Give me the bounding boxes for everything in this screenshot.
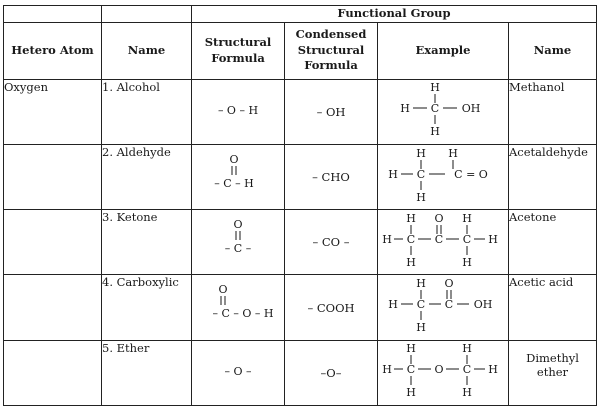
svg-text:C: C — [416, 298, 425, 312]
hetero-atom-cell — [4, 275, 102, 340]
table-row — [4, 210, 597, 275]
ketone-structural-formula — [193, 216, 283, 266]
svg-text:C: C — [434, 232, 443, 246]
svg-text:C: C — [406, 363, 415, 377]
carboxylic-structural-formula — [193, 281, 283, 331]
svg-text:– C – H: – C – H — [214, 176, 254, 190]
example-name-cell: Acetaldehyde — [509, 145, 597, 210]
svg-text:H: H — [461, 211, 472, 225]
svg-text:H: H — [430, 125, 440, 139]
svg-text:H: H — [461, 255, 472, 269]
ether-structural-formula — [193, 351, 283, 391]
example-cell — [378, 340, 509, 405]
svg-text:H: H — [381, 232, 392, 246]
example-name-cell: Methanol — [509, 79, 597, 144]
group-name-cell: 5. Ether — [102, 340, 192, 405]
condensed-formula-cell: – COOH — [285, 275, 378, 340]
svg-text:H: H — [447, 146, 458, 160]
svg-text:O: O — [229, 152, 239, 166]
example-name-cell: Dimethyl ether — [509, 340, 597, 405]
svg-text:C: C — [462, 363, 471, 377]
acetic-acid-structure — [381, 276, 506, 336]
table-row — [4, 275, 597, 340]
svg-text:C: C — [416, 167, 425, 181]
svg-text:H: H — [487, 363, 498, 377]
svg-text:H: H — [461, 386, 472, 400]
hetero-atom-cell — [4, 210, 102, 275]
aldehyde-structural-formula — [193, 151, 283, 201]
acetaldehyde-structure — [381, 146, 506, 206]
example-name-cell: Acetic acid — [509, 275, 597, 340]
acetone-structure — [381, 211, 506, 271]
structural-formula-cell — [192, 79, 285, 144]
table-title: Functional Group — [192, 6, 597, 23]
svg-text:C = O: C = O — [453, 167, 488, 181]
svg-text:O: O — [443, 277, 454, 291]
svg-text:H: H — [415, 321, 426, 335]
alcohol-structural-formula — [193, 90, 283, 130]
svg-text:H: H — [387, 167, 398, 181]
svg-text:H: H — [487, 232, 498, 246]
svg-text:H: H — [405, 211, 416, 225]
svg-text:O: O — [433, 363, 444, 377]
group-name-cell: 3. Ketone — [102, 210, 192, 275]
example-cell — [378, 145, 509, 210]
condensed-formula-cell: – OH — [285, 79, 378, 144]
svg-text:OH: OH — [473, 298, 492, 312]
svg-text:O: O — [233, 217, 243, 231]
svg-text:C: C — [462, 232, 471, 246]
svg-text:– C – O – H: – C – O – H — [212, 307, 274, 321]
svg-text:H: H — [461, 342, 472, 356]
structural-formula-cell — [192, 145, 285, 210]
hetero-atom-cell — [4, 145, 102, 210]
header-structural-formula: Structural Formula — [192, 22, 285, 79]
svg-text:H: H — [415, 277, 426, 291]
svg-text:H: H — [381, 363, 392, 377]
svg-text:H: H — [405, 255, 416, 269]
group-name-cell: 4. Carboxylic — [102, 275, 192, 340]
structural-formula-cell — [192, 340, 285, 405]
svg-text:OH: OH — [461, 102, 481, 116]
example-cell — [378, 79, 509, 144]
header-example-name: Name — [509, 22, 597, 79]
header-condensed-formula: Condensed Structural Formula — [285, 22, 378, 79]
svg-text:C: C — [406, 232, 415, 246]
structural-formula-cell — [192, 275, 285, 340]
svg-text:H: H — [415, 190, 426, 204]
svg-text:H: H — [405, 342, 416, 356]
group-name-cell: 2. Aldehyde — [102, 145, 192, 210]
svg-text:H: H — [405, 386, 416, 400]
svg-text:C: C — [430, 102, 440, 116]
svg-text:C: C — [444, 298, 453, 312]
dimethyl-ether-structure — [381, 341, 506, 401]
svg-text:H: H — [415, 146, 426, 160]
svg-text:H: H — [400, 102, 410, 116]
svg-text:H: H — [430, 81, 440, 95]
functional-group-table — [3, 5, 597, 406]
example-name-cell: Acetone — [509, 210, 597, 275]
table-row — [4, 79, 597, 144]
structural-formula-cell — [192, 210, 285, 275]
header-name: Name — [102, 22, 192, 79]
condensed-formula-cell: – CHO — [285, 145, 378, 210]
methanol-structure — [383, 80, 503, 140]
table-row — [4, 340, 597, 405]
header-example: Example — [378, 22, 509, 79]
table-row — [4, 145, 597, 210]
condensed-formula-cell: –O– — [285, 340, 378, 405]
hetero-atom-cell: Oxygen — [4, 79, 102, 144]
example-cell — [378, 275, 509, 340]
example-cell — [378, 210, 509, 275]
hetero-atom-cell — [4, 340, 102, 405]
svg-text:O: O — [218, 283, 228, 297]
condensed-formula-cell: – CO – — [285, 210, 378, 275]
header-hetero-atom: Hetero Atom — [4, 22, 102, 79]
svg-text:– O –: – O – — [224, 365, 252, 379]
svg-text:H: H — [387, 298, 398, 312]
svg-text:O: O — [433, 211, 444, 225]
group-name-cell: 1. Alcohol — [102, 79, 192, 144]
svg-text:– C –: – C – — [224, 241, 252, 255]
svg-text:– O – H: – O – H — [217, 104, 259, 118]
